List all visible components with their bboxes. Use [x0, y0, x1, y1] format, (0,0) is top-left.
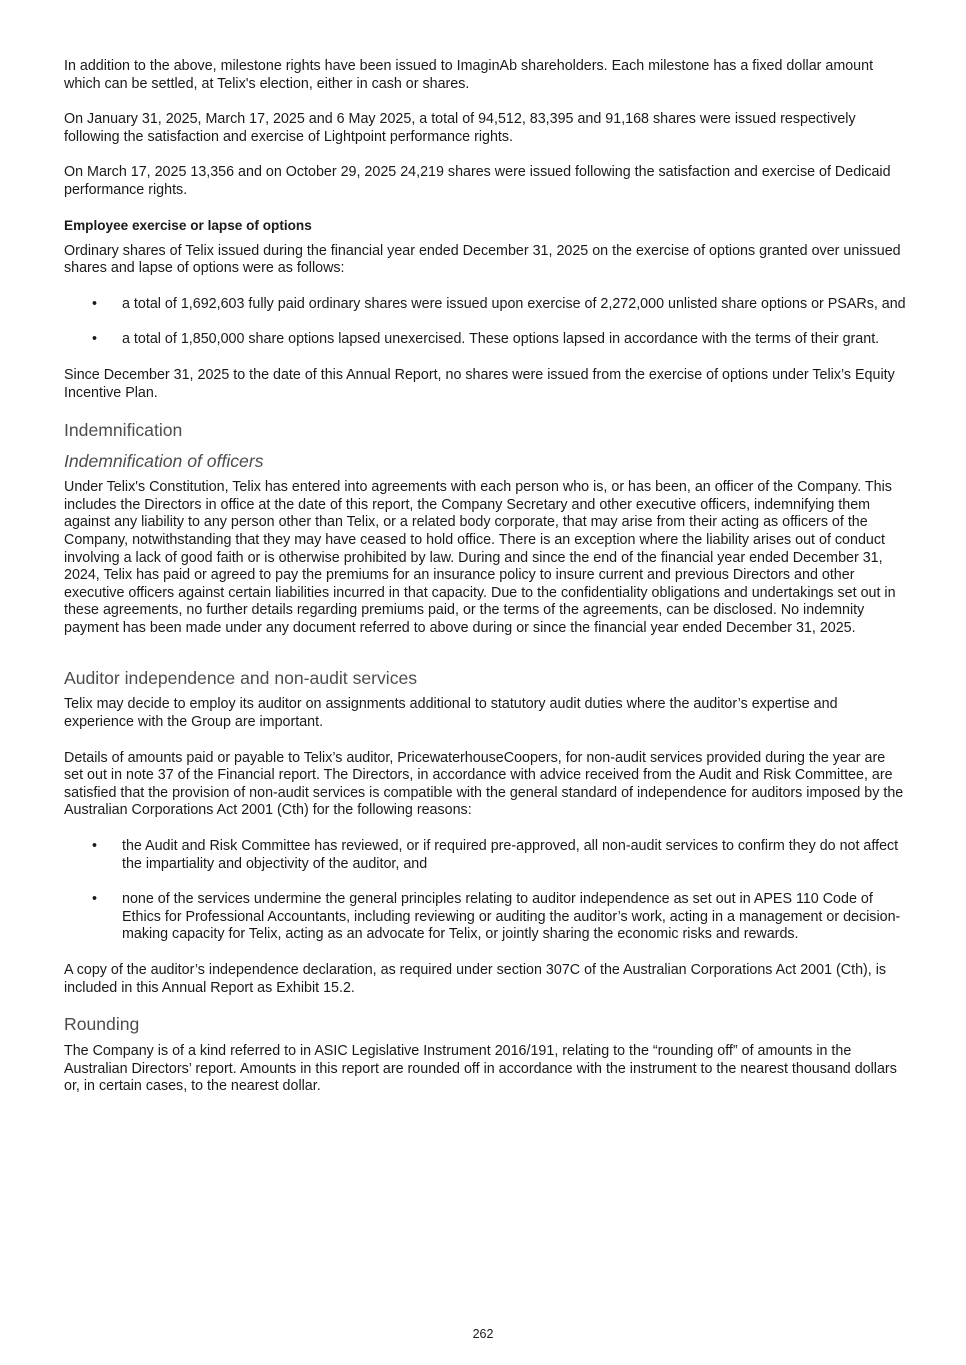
indemnification-heading: Indemnification	[64, 420, 183, 441]
options-intro: Ordinary shares of Telix issued during the financial year ended December 31, 2025 on the exercise of options granted over unissued shares and lapse of options were as follows:	[64, 242, 901, 277]
options-bullet-item: • a total of 1,692,603 fully paid ordinary shares were issued upon exercise of 2,272,000 unlisted share options or PSARs, and	[64, 296, 906, 314]
rounding-heading: Rounding	[64, 1014, 140, 1035]
auditor-paragraph-3: A copy of the auditor’s independence declaration, as required under section 307C of the Australian Corporations Act 2001 (Cth), is included in this Annual Report as Exhibit 15.2.	[64, 962, 887, 996]
indemnification-subheading: Indemnification of officers	[64, 451, 264, 472]
auditor-bullet-item: • none of the services undermine the general principles relating to auditor independence as set out in APES 110 Code of Ethics for Professional Accountants, including reviewing or auditing the auditor’s work, acting in a management or decision-making capacity for Telix, acting as an advocate for Telix, or jointly sharing the economic risks and rewards.	[64, 891, 906, 944]
paragraph-dedicaid-rights: On March 17, 2025 13,356 and on October 29, 2025 24,219 shares were issued following the satisfaction and exercise of Dedicaid performance rights.	[64, 164, 891, 198]
options-bullet-list	[64, 296, 906, 349]
auditor-heading: Auditor independence and non-audit services	[64, 668, 418, 689]
document-page	[64, 58, 906, 1096]
options-bullet-item: • a total of 1,850,000 share options lapsed unexercised. These options lapsed in accordance with the terms of their grant.	[64, 331, 906, 349]
auditor-bullet-item: • the Audit and Risk Committee has reviewed, or if required pre-approved, all non-audit services to confirm they do not affect the impartiality and objectivity of the auditor, and	[64, 838, 906, 873]
options-heading: Employee exercise or lapse of options	[64, 217, 312, 233]
paragraph-lightpoint-rights: On January 31, 2025, March 17, 2025 and 6 May 2025, a total of 94,512, 83,395 and 91,168 shares were issued respectively following the satisfaction and exercise of Lightpoint performance rights.	[64, 111, 856, 145]
paragraph-imaginab-milestones: In addition to the above, milestone rights have been issued to ImaginAb shareholders. Each milestone has a fixed dollar amount which can be settled, at Telix's election, either in cash or shares.	[64, 58, 874, 92]
auditor-paragraph-2: Details of amounts paid or payable to Telix’s auditor, PricewaterhouseCoopers, for non-audit services provided during the year are set out in note 37 of the Financial report. The Directors, in accordance with advice received from the Audit and Risk Committee, are satisfied that the provision of non-audit services is compatible with the general standard of independence for auditors imposed by the Australian Corporations Act 2001 (Cth) for the following reasons:	[64, 749, 904, 819]
rounding-body: The Company is of a kind referred to in ASIC Legislative Instrument 2016/191, relating to the “rounding off” of amounts in the Australian Directors’ report. Amounts in this report are rounded off in accordance with the instrument to the nearest thousand dollars or, in certain cases, to the nearest dollar.	[64, 1043, 897, 1095]
page-number: 262	[472, 1327, 494, 1341]
indemnification-body: Under Telix's Constitution, Telix has entered into agreements with each person who is, or has been, an officer of the Company. This includes the Directors in office at the date of this report, the Company Secretary and other executive officers, indemnifying them against any liability to any person other than Telix, or a related body corporate, that may arise from their acting as officers of the Company, notwithstanding that they may have ceased to hold office. There is an exception where the liability arises out of conduct involving a lack of good faith or is otherwise prohibited by law. During and since the end of the financial year ended December 31, 2024, Telix has paid or agreed to pay the premiums for an insurance policy to insure current and previous Directors and other executive officers against certain liabilities incurred in that capacity. Due to the confidentiality obligations and undertakings set out in these agreements, no further details regarding premiums paid, or the terms of the agreements, can be disclosed. No indemnity payment has been made under any document referred to above during or since the financial year ended December 31, 2025.	[64, 479, 896, 636]
auditor-bullet-list	[64, 838, 906, 944]
options-closing: Since December 31, 2025 to the date of this Annual Report, no shares were issued from the exercise of options under Telix’s Equity Incentive Plan.	[64, 366, 895, 401]
auditor-paragraph-1: Telix may decide to employ its auditor on assignments additional to statutory audit duties where the auditor’s expertise and experience with the Group are important.	[64, 696, 838, 731]
